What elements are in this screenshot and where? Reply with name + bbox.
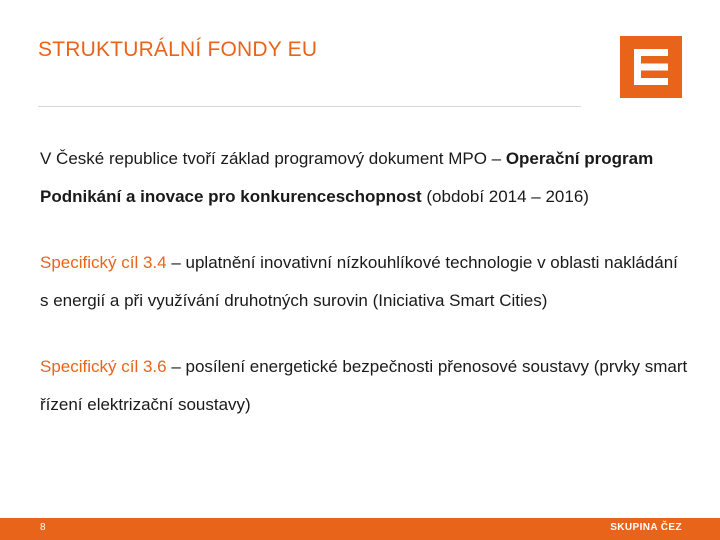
paragraph-mpo-prefix: V České republice tvoří základ programový dokument MPO – <box>40 149 506 168</box>
slide-title: STRUKTURÁLNÍ FONDY EU <box>38 38 318 61</box>
page-number: 8 <box>40 522 46 533</box>
paragraph-objective-3-6 <box>40 348 690 424</box>
title-divider <box>38 106 581 107</box>
objective-3-4-label: Specifický cíl 3.4 <box>40 253 167 272</box>
objective-3-6-label: Specifický cíl 3.6 <box>40 357 167 376</box>
cez-logo-icon <box>620 36 682 98</box>
cez-logo-glyph <box>620 36 682 98</box>
objective-3-6-text: – posílení energetické bezpečnosti přenosové soustavy (prvky smart řízení elektrizační soustavy) <box>40 357 688 414</box>
paragraph-mpo <box>40 140 690 216</box>
brand-label: SKUPINA ČEZ <box>610 522 682 533</box>
paragraph-mpo-program-name: Operační program Podnikání a inovace pro konkurenceschopnost <box>40 149 654 206</box>
objective-3-4-text: – uplatnění inovativní nízkouhlíkové technologie v oblasti nakládání s energií a při využívání druhotných surovin (Iniciativa Smart Cities) <box>40 253 678 310</box>
paragraph-objective-3-4 <box>40 244 690 320</box>
footer-bar <box>0 518 720 540</box>
paragraph-mpo-period: (období 2014 – 2016) <box>421 187 589 206</box>
slide-body <box>40 140 690 452</box>
